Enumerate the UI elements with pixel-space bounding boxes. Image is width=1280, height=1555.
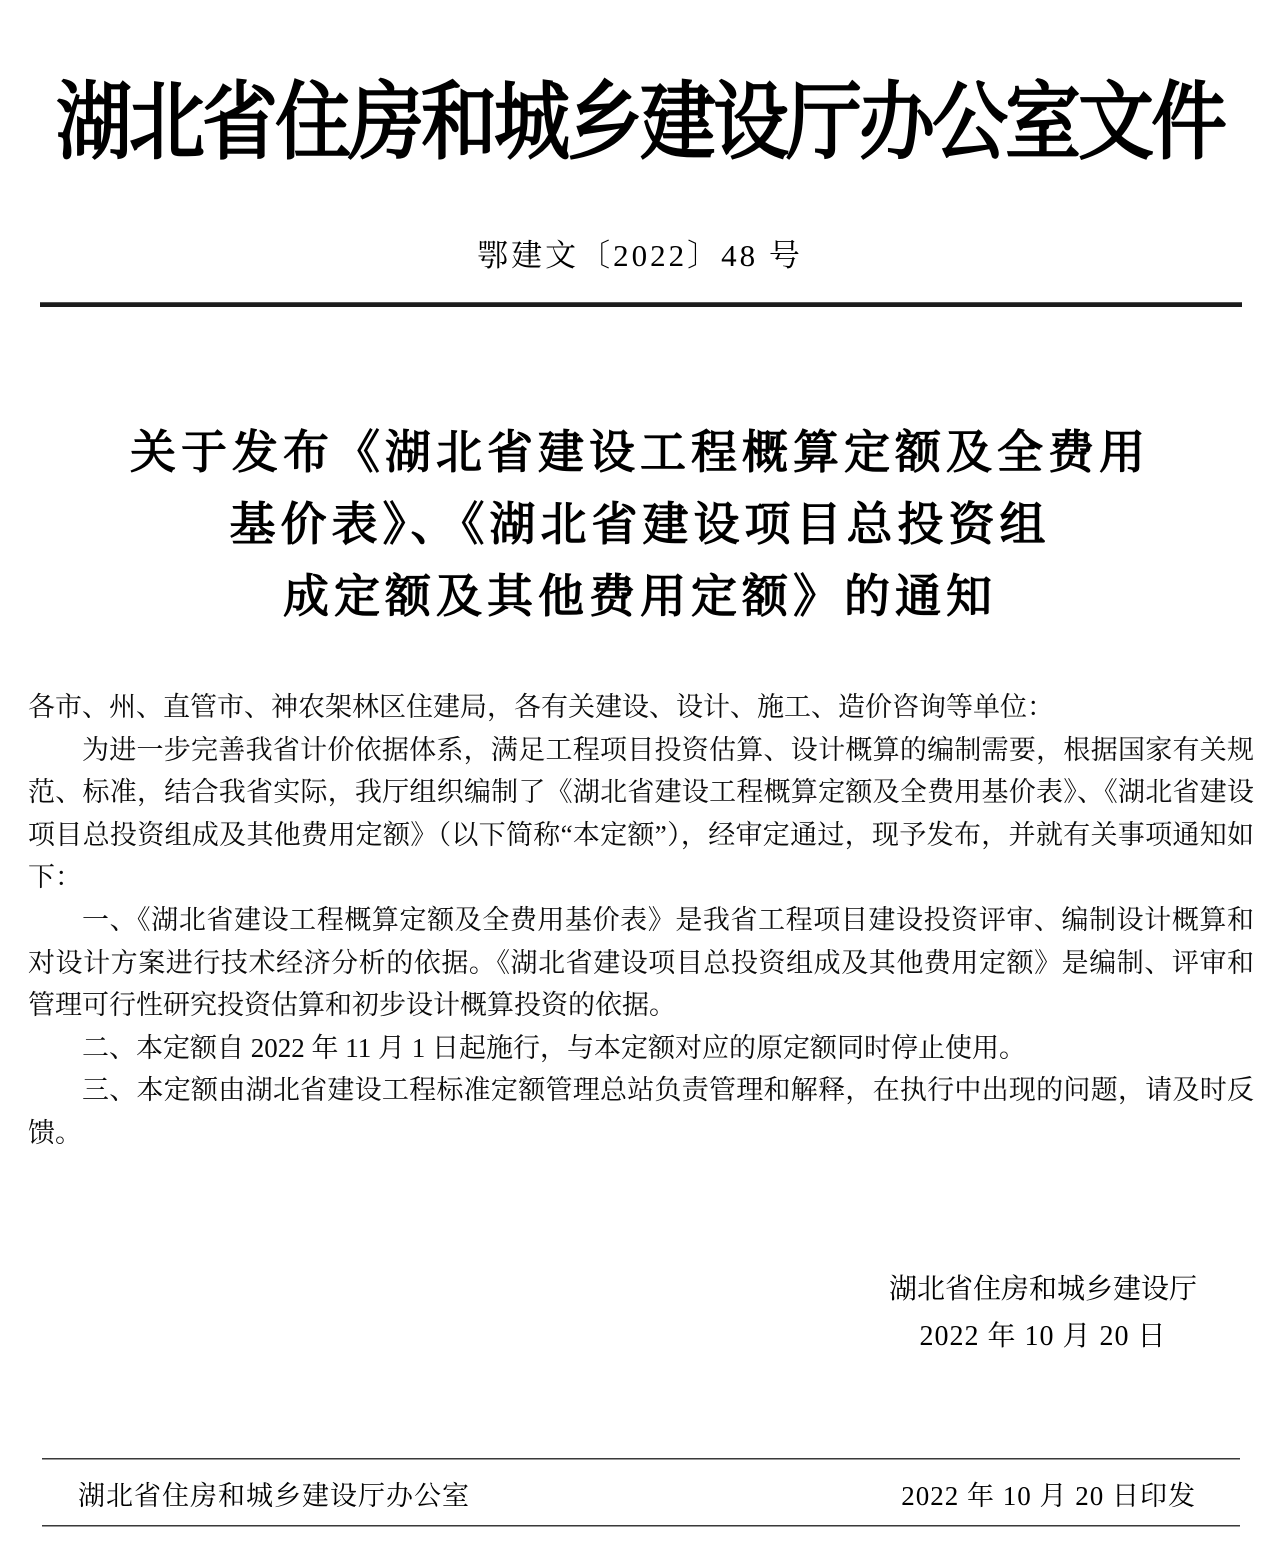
page-footer xyxy=(42,1458,1240,1527)
notice-title-line-3: 成定额及其他费用定额》的通知 xyxy=(283,570,997,622)
body-paragraph-item-1: 一、《湖北省建设工程概算定额及全费用基价表》是我省工程项目建设投资评审、编制设计概算和对设计方案进行技术经济分析的依据。《湖北省建设项目总投资组成及其他费用定额》是编制、评审和管理可行性研究投资估算和初步设计概算投资的依据。 xyxy=(28,904,1254,1021)
body-paragraph-item-2: 二、本定额自 2022 年 11 月 1 日起施行，与本定额对应的原定额同时停止使用。 xyxy=(82,1032,1026,1063)
notice-body xyxy=(28,686,1254,1155)
footer-bottom-rule xyxy=(42,1525,1240,1527)
signature-block xyxy=(889,1274,1197,1352)
signature-agency: 湖北省住房和城乡建设厅 xyxy=(888,1274,1197,1305)
signature-date: 2022 年 10 月 20 日 xyxy=(919,1321,1167,1352)
body-paragraph-intro: 为进一步完善我省计价依据体系，满足工程项目投资估算、设计概算的编制需要，根据国家有关规范、标准，结合我省实际，我厅组织编制了《湖北省建设工程概算定额及全费用基价表》、《湖北省建设项目总投资组成及其他费用定额》（以下简称“本定额”），经审定通过，现予发布，并就有关事项通知如下： xyxy=(28,734,1254,893)
notice-title-line-1: 关于发布《湖北省建设工程概算定额及全费用 xyxy=(130,426,1150,478)
body-salutation: 各市、州、直管市、神农架林区住建局，各有关建设、设计、施工、造价咨询等单位： xyxy=(28,692,1054,722)
footer-print-date: 2022 年 10 月 20 日印发 xyxy=(901,1481,1196,1511)
notice-title-line-2: 基价表》、《湖北省建设项目总投资组 xyxy=(229,498,1051,550)
document-number: 鄂建文〔2022〕48 号 xyxy=(477,238,803,273)
footer-row xyxy=(42,1460,1240,1525)
document-header-title: 湖北省住房和城乡建设厅办公室文件 xyxy=(56,76,1224,171)
notice-title xyxy=(0,416,1280,632)
header-divider xyxy=(40,302,1242,307)
body-paragraph-item-3: 三、本定额由湖北省建设工程标准定额管理总站负责管理和解释，在执行中出现的问题，请及时反馈。 xyxy=(28,1075,1254,1148)
footer-issuing-office: 湖北省住房和城乡建设厅办公室 xyxy=(78,1481,470,1511)
